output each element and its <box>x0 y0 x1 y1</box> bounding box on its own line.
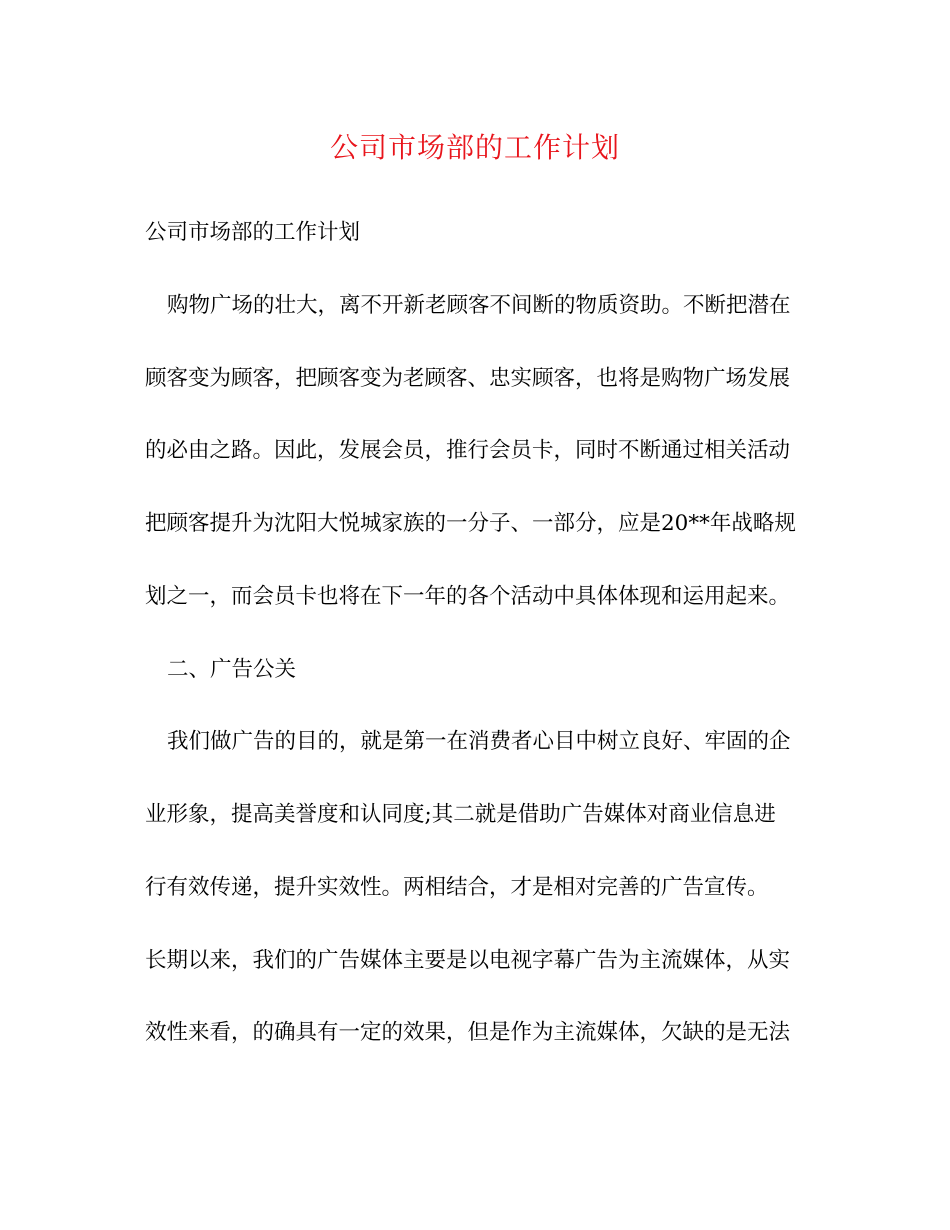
paragraph-line: 购物广场的壮大，离不开新老顾客不间断的物质资助。不断把潜在 <box>167 293 791 318</box>
paragraph-line: 我们做广告的目的，就是第一在消费者心目中树立良好、牢固的企 <box>167 729 791 754</box>
paragraph-line: 行有效传递，提升实效性。两相结合，才是相对完善的广告宣传。 <box>145 875 769 900</box>
document-title: 公司市场部的工作计划 <box>329 131 620 164</box>
paragraph-line: 把顾客提升为沈阳大悦城家族的一分子、一部分，应是20**年战略规 <box>145 511 796 536</box>
paragraph-line: 顾客变为顾客，把顾客变为老顾客、忠实顾客，也将是购物广场发展 <box>145 366 791 391</box>
paragraph-line: 业形象，提高美誉度和认同度;其二就是借助广告媒体对商业信息进 <box>145 802 776 827</box>
paragraph-line: 长期以来，我们的广告媒体主要是以电视字幕广告为主流媒体，从实 <box>145 948 791 973</box>
paragraph-line: 划之一，而会员卡也将在下一年的各个活动中具体体现和运用起来。 <box>145 584 791 609</box>
paragraph-line: 的必由之路。因此，发展会员，推行会员卡，同时不断通过相关活动 <box>145 438 791 463</box>
paragraph-line: 效性来看，的确具有一定的效果，但是作为主流媒体，欠缺的是无法 <box>145 1020 791 1045</box>
subtitle-line: 公司市场部的工作计划 <box>145 220 361 245</box>
section-heading: 二、广告公关 <box>167 657 297 682</box>
